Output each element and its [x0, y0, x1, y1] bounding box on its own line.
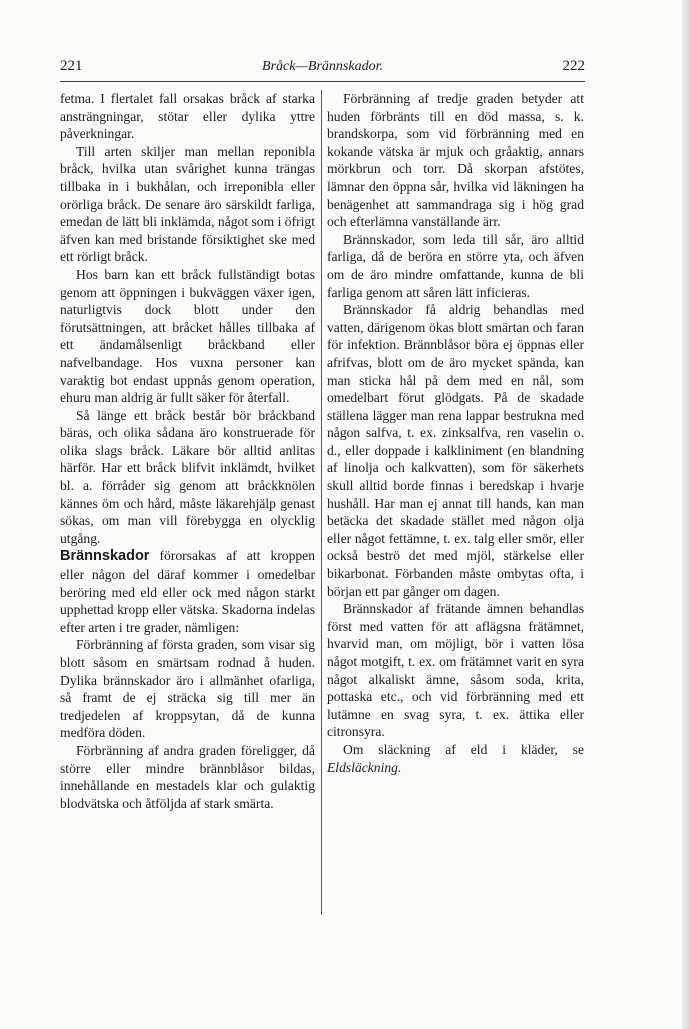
page-header	[60, 58, 585, 75]
left-page-number: 221	[60, 58, 83, 74]
paragraph: Förbränning af tredje graden betyder att huden förbränts till en död massa, s. k. brandskorpa, som vid förbränning med en kokande vätska är mjuk och gråaktig, annars mörkbrun och torr. Då skorpan afstötes, lämnar den öppna sår, hvilka vid läkningen ha benägenhet att sammandraga sig i hög grad och efterlämna vanställande ärr.	[327, 91, 584, 230]
paragraph: Brännskador få aldrig behandlas med vatten, därigenom ökas blott smärtan och faran för infektion. Brännblåsor böra ej öppnas eller afrifvas, blott om de äro mycket spända, kan man sticka hål på dem med en nål, som omedelbart förut glödgats. På de skadade ställena lägger man rena lappar bestrukna med någon salfva, t. ex. zinksalfva, ren vaselin o. d., eller doppade i kalkliniment (en blandning af linolja och kalkvatten), som för säkerhets skull alltid borde finnas i beredskap i hvarje hushåll. Har man ej annat till hands, kan man betäcka det skadade stället med någon olja eller något fettämne, t. ex. talg eller smör, eller också beströ det med mjöl, stärkelse eller bikarbonat. Förbanden måste ombytas ofta, i början ett par gånger om dagen.	[327, 302, 584, 599]
header-rule	[60, 81, 585, 82]
running-title: Bråck—Brännskador.	[262, 59, 383, 74]
paragraph: fetma. I flertalet fall orsakas bråck af starka ansträngningar, stötar eller dylika yttre påverkningar.	[60, 91, 315, 142]
right-page-number: 222	[562, 58, 585, 74]
cross-reference-text: Om släckning af eld i kläder, se	[343, 741, 584, 757]
left-column	[60, 90, 315, 812]
paragraph: Förbränning af första graden, som visar sig blott såsom en smärtsam rodnad å huden. Dylika brännskador äro i allmänhet ofarliga, så framt de ej sträcka sig till mer än tredjedelen af kroppsytan, då de kunna medföra döden.	[60, 637, 315, 741]
entry-text: förorsakas af att kroppen eller någon del däraf kommer i omedelbar beröring med eld eller ock med någon starkt upphettad kropp eller vätska. Skadorna indelas efter arten i tre grader, nämligen:	[60, 548, 315, 635]
entry-headword: Brännskador	[60, 548, 150, 565]
right-column	[327, 90, 584, 776]
cross-reference	[327, 741, 584, 776]
paragraph: Hos barn kan ett bråck fullständigt botas genom att öppningen i bukväggen växer igen, naturligtvis dock blott under den förutsättningen, att bråcket hålles tillbaka af ett ändamålsenligt bråckband eller nafvelbandage. Hos vuxna personer kan varaktig bot endast uppnås genom operation, ehuru man aldrig är fullt säker för återfall.	[60, 266, 315, 406]
paragraph: Brännskador af frätande ämnen behandlas först med vatten för att aflägsna frätämnet, hvarvid man, om möjligt, bör i vatten lösa något motgift, t. ex. om frätämnet varit en syra något alkaliskt ämne, såsom soda, krita, pottaska etc., och vid förbränning med ett lutämne en svag syra, t. ex. ättika eller citronsyra.	[327, 601, 584, 740]
cross-reference-link[interactable]: Eldsläckning.	[327, 759, 402, 775]
paragraph: Så länge ett bråck består bör bråckband bäras, och olika sådana äro konstruerade för olika slags bråck. Läkare bör alltid anlitas härför. Har ett bråck blifvit inklämdt, hvilket bl. a. förråder sig genom att bråckknölen kännes öm och hård, måste läkarehjälp genast sökas, om man vill förebygga en olycklig utgång.	[60, 407, 315, 546]
paragraph: Brännskador, som leda till sår, äro alltid farliga, då de beröra en större yta, och äfven om de äro mindre omfattande, kunna de bli farliga genom att såren lätt inficieras.	[327, 231, 584, 300]
paragraph: Förbränning af andra graden föreligger, då större eller mindre brännblåsor bildas, innehållande en mestadels klar och gulaktig blodvätska och åtföljda af stark smärta.	[60, 742, 315, 811]
column-divider	[321, 90, 322, 915]
entry-brannskador	[60, 547, 315, 636]
paragraph: Till arten skiljer man mellan reponibla bråck, hvilka utan svårighet kunna trängas tillbaka in i bukhålan, och irreponibla eller orörliga bråck. De senare äro särskildt farliga, emedan de lätt bli inklämda, något som i öfrigt äfven kan med bristande försiktighet ske med ett rörligt bråck.	[60, 143, 315, 265]
page-edge	[682, 0, 690, 1029]
